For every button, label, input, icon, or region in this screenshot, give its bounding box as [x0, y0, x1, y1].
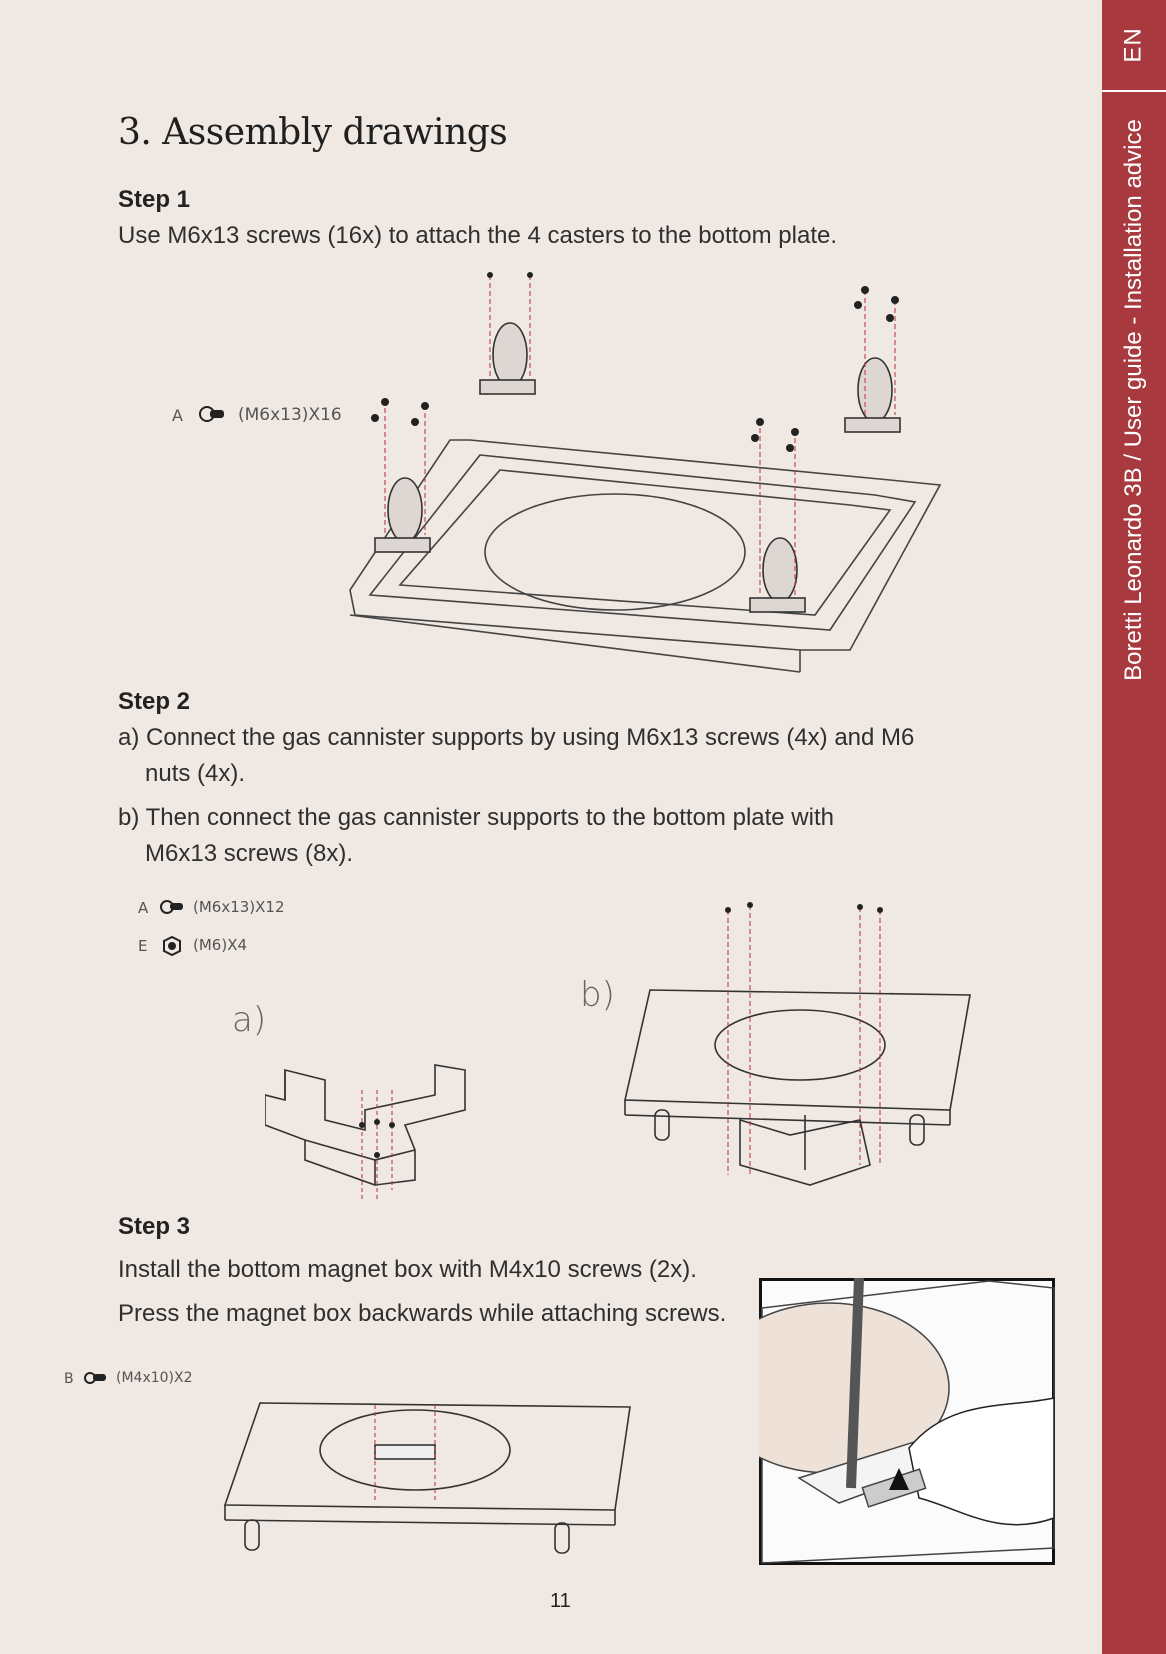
step2-part-letter-e: E — [138, 937, 148, 955]
step2-part-spec-e: (M6)X4 — [193, 936, 248, 954]
magnet-box-installation-illustration — [759, 1278, 1055, 1565]
screw-icon — [160, 898, 184, 916]
figure-a-label: a) — [232, 1000, 267, 1040]
step2-b-line2: M6x13 screws (8x). — [145, 840, 354, 867]
step2-a-line1: a) Connect the gas cannister supports by using M6x13 screws (4x) and M6 — [118, 724, 915, 751]
step2-part-spec-a: (M6x13)X12 — [193, 898, 285, 916]
step1-part-spec: (M6x13)X16 — [238, 405, 342, 425]
page-title: 3. Assembly drawings — [118, 112, 508, 153]
step1-heading: Step 1 — [118, 186, 191, 213]
step3-part-spec: (M4x10)X2 — [116, 1370, 193, 1386]
step2-heading: Step 2 — [118, 688, 191, 715]
step1-part-letter: A — [172, 406, 183, 425]
step1-assembly-drawing — [330, 270, 950, 690]
sidebar-divider — [1102, 90, 1166, 92]
language-tab — [1102, 0, 1166, 90]
sidebar-title: Boretti Leonardo 3B / User guide - Installation advice — [1120, 119, 1147, 681]
language-label: EN — [1120, 27, 1147, 63]
step3-part-letter: B — [64, 1371, 74, 1387]
step1-text: Use M6x13 screws (16x) to attach the 4 casters to the bottom plate. — [118, 222, 838, 249]
figure-b-label: b) — [580, 975, 615, 1015]
step3-line2: Press the magnet box backwards while attaching screws. — [118, 1300, 727, 1327]
step3-heading: Step 3 — [118, 1213, 191, 1240]
step2-part-letter-a: A — [138, 899, 149, 917]
step2-b-line1: b) Then connect the gas cannister supports to the bottom plate with — [118, 804, 834, 831]
screw-icon — [84, 1370, 108, 1386]
step2a-drawing — [265, 1050, 495, 1210]
nut-icon — [162, 936, 182, 956]
page-number: 11 — [550, 1590, 571, 1612]
step3-line1: Install the bottom magnet box with M4x10 screws (2x). — [118, 1256, 697, 1283]
step2-a-line2: nuts (4x). — [145, 760, 246, 787]
screw-icon — [198, 404, 226, 424]
step3-drawing — [220, 1395, 640, 1560]
step2b-drawing — [620, 895, 980, 1215]
